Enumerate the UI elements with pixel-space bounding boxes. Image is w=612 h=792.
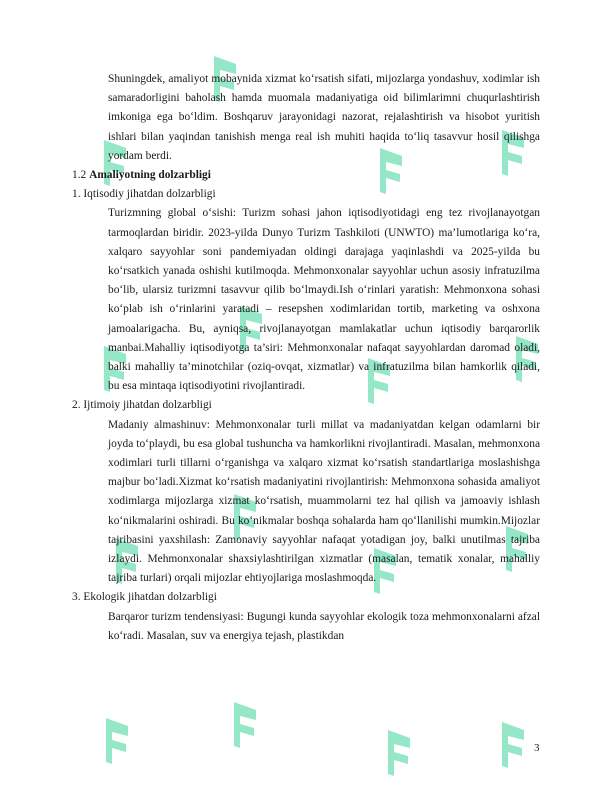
- section-number: 1.2: [72, 169, 90, 182]
- item-heading: 3. Ekologik jihatdan dolzarbligi: [72, 591, 217, 604]
- watermark-logo-icon: [98, 712, 138, 768]
- section-heading: [72, 166, 540, 185]
- item-paragraph: Barqaror turizm tendensiyasi: Bugungi kunda sayyohlar ekologik toza mehmonxonalarni afzal ko‘radi. Masalan, suv va energiya tejash, plastikdan: [108, 610, 540, 642]
- watermark-logo-icon: [226, 696, 266, 752]
- watermark-logo-icon: [494, 716, 534, 772]
- item-heading: 2. Ijtimoiy jihatdan dolzarbligi: [72, 399, 212, 412]
- item-heading: 1. Iqtisodiy jihatdan dolzarbligi: [72, 188, 216, 201]
- intro-paragraph: Shuningdek, amaliyot mobaynida xizmat ko‘rsatish sifati, mijozlarga yondashuv, xodimlar ish samaradorligini baholash hamda muomala madaniyatiga oid bilimlarimni chuqurlashtirish imkoniga ega bo‘ldim. Boshqaruv jarayonidagi nazorat, rejalashtirish va hisobot yuritish ishlari bilan yaqindan tanishish menga real ish muhiti haqida to‘liq tasavvur hosil qilishga yordam berdi.: [108, 73, 540, 162]
- page-number: 3: [534, 742, 540, 754]
- document-body: [72, 70, 540, 646]
- section-title: Amaliyotning dolzarbligi: [89, 169, 211, 182]
- item-paragraph: Madaniy almashinuv: Mehmonxonalar turli millat va madaniyatdan kelgan odamlarni bir joyda to‘playdi, bu esa global tushuncha va hamkorlikni rivojlantiradi. Masalan, mehmonxona xodimlari turli tillarni o‘rganishga va xalqaro xizmat ko‘rsatish standartlariga moslashishga majbur bo‘ladi.Xizmat ko‘rsatish madaniyatini rivojlantirish: Mehmonxona sohasida amaliyot xodimlarga mijozlarga xizmat ko‘rsatish, muammolarni tez hal qilish va jamoaviy ishlash ko‘nikmalarini oshiradi. Bu ko‘nikmalar boshqa sohalarda ham qo‘llanilishi mumkin.Mijozlar tajribasini yaxshilash: Zamonaviy sayyohlar nafaqat yotadigan joy, balki unutilmas tajriba izlaydi. Mehmonxonalar shaxsiylashtirilgan xizmatlar (masalan, tematik xonalar, mahalliy tajriba turlari) orqali mijozlar ehtiyojlariga moslashmoqda.: [108, 418, 540, 585]
- watermark-logo-icon: [380, 724, 420, 780]
- item-paragraph: Turizmning global o‘sishi: Turizm sohasi jahon iqtisodiyotidagi eng tez rivojlanayotgan tarmoqlardan biridir. 2023-yilda Dunyo Turizm Tashkiloti (UNWTO) ma’lumotlariga ko‘ra, xalqaro sayyohlar soni pandemiyadan oldingi darajaga yaqinlashdi va 2025-yilda bu ko‘rsatkich yanada oshishi kutilmoqda. Mehmonxonalar sayyohlar uchun asosiy infratuzilma bo‘lib, ularsiz turizmni tasavvur qilib bo‘lmaydi.Ish o‘rinlari yaratish: Mehmonxona sohasi ko‘plab ish o‘rinlarini yaratadi – resepshen xodimlaridan tortib, marketing va oshxona jamoalarigacha. Bu, ayniqsa, rivojlanayotgan mamlakatlar uchun iqtisodiy barqarorlik manbai.Mahalliy iqtisodiyotga ta’siri: Mehmonxonalar nafaqat sayyohlardan daromad oladi, balki mahalliy ta’minotchilar (oziq-ovqat, xizmatlar) va infratuzilma bilan hamkorlik qiladi, bu esa mintaqa iqtisodiyotini rivojlantiradi.: [108, 207, 540, 393]
